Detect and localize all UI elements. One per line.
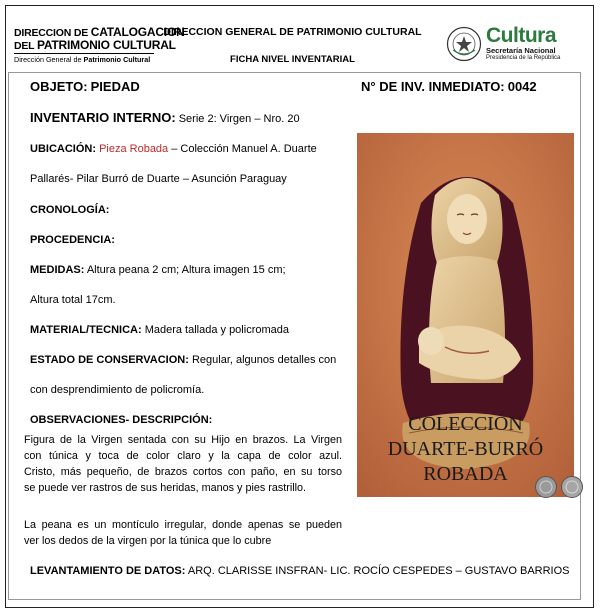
ubicacion-status: Pieza Robada <box>99 143 169 155</box>
header-title: DIRECCION GENERAL DE PATRIMONIO CULTURAL <box>163 26 422 38</box>
header-cultura-logo <box>446 25 586 63</box>
estado-value: Regular, algunos detalles con <box>191 354 337 366</box>
inv-value: 0042 <box>507 79 537 94</box>
header-titles <box>160 25 425 67</box>
objeto-label: OBJETO: <box>30 79 88 94</box>
field-observaciones: OBSERVACIONES- DESCRIPCIÓN: <box>30 414 213 426</box>
levantamiento-value: ARQ. CLARISSE INSFRAN- LIC. ROCÍO CESPEDES – GUSTAVO BARRIOS <box>187 565 570 577</box>
description-paragraph-2 <box>24 517 342 549</box>
field-levantamiento <box>30 564 570 578</box>
field-estado <box>30 353 336 367</box>
field-estado-cont: con desprendimiento de policromía. <box>30 384 205 396</box>
medidas-label: MEDIDAS: <box>30 264 85 276</box>
dept-rule <box>14 53 154 54</box>
overlay-line-3: ROBADA <box>423 463 508 485</box>
header-subtitle: FICHA NIVEL INVENTARIAL <box>230 54 355 65</box>
dept-line1-strong: CATALOGACION <box>90 25 185 39</box>
overlay-line-2: DUARTE-BURRÓ <box>387 438 544 460</box>
dept-line3-strong: Patrimonio Cultural <box>83 55 151 64</box>
description-paragraph-1 <box>24 432 342 496</box>
coin-seals-icon <box>532 475 588 499</box>
dept-line1-prefix: DIRECCION DE <box>14 27 89 39</box>
dept-line3-prefix: Dirección General de <box>14 55 82 64</box>
levantamiento-label: LEVANTAMIENTO DE DATOS: <box>30 565 186 577</box>
inv-label: N° DE INV. INMEDIATO: <box>361 79 505 94</box>
header-department-logo <box>14 25 185 64</box>
dept-line2-strong: PATRIMONIO CULTURAL <box>36 38 176 52</box>
ubicacion-value: – Colección Manuel A. Duarte <box>171 143 317 155</box>
desc-line: La peana es un montículo irregular, donde apenas se pueden <box>24 519 342 531</box>
ubicacion-label: UBICACIÓN: <box>30 143 96 155</box>
field-cronologia: CRONOLOGÍA: <box>30 204 110 216</box>
desc-line: Cristo, más pequeño, de brazos cortos con paño, en su torso <box>24 466 342 478</box>
field-ubicacion-cont: Pallarés- Pilar Burró de Duarte – Asunción Paraguay <box>30 173 287 185</box>
field-medidas-cont: Altura total 17cm. <box>30 294 116 306</box>
republic-seal-icon <box>446 26 482 62</box>
objeto-value: PIEDAD <box>90 79 140 94</box>
interno-label: INVENTARIO INTERNO: <box>30 110 176 125</box>
field-objeto <box>30 80 140 95</box>
medidas-value: Altura peana 2 cm; Altura imagen 15 cm; <box>86 264 286 276</box>
cultura-sub2: Presidencia de la República <box>486 55 561 61</box>
field-medidas <box>30 263 286 277</box>
material-value: Madera tallada y policromada <box>144 324 289 336</box>
overlay-line-1: COLECCIÓN <box>408 413 523 435</box>
estado-label: ESTADO DE CONSERVACION: <box>30 354 189 366</box>
interno-value: Serie 2: Virgen – Nro. 20 <box>178 113 300 125</box>
desc-line: se puede ver rastros de sus heridas, manos y pies rastrillo. <box>24 482 307 494</box>
desc-line: ver los dedos de la virgen por la túnica que lo cubre <box>24 535 272 547</box>
field-procedencia: PROCEDENCIA: <box>30 234 115 246</box>
cultura-brand: Cultura <box>486 24 556 47</box>
field-inventario-interno <box>30 111 300 126</box>
field-inventario-inmediato <box>361 80 537 95</box>
desc-line: Figura de la Virgen sentada con su Hijo en brazos. La Virgen <box>24 434 342 446</box>
cultura-sub1: Secretaría Nacional <box>486 46 556 55</box>
dept-line2-prefix: DEL <box>14 40 35 52</box>
field-material <box>30 323 289 337</box>
desc-line: con túnica y toca de color claro y la capa de color azul. <box>24 450 342 462</box>
field-ubicacion <box>30 142 317 156</box>
material-label: MATERIAL/TECNICA: <box>30 324 142 336</box>
